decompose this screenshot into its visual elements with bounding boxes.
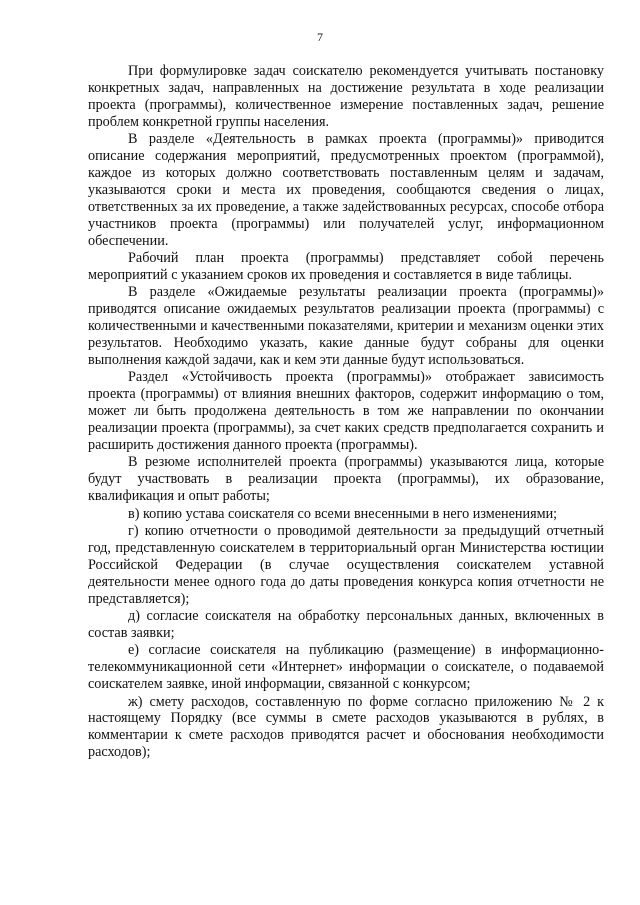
list-item-g: г) копию отчетности о проводимой деятельности за предыдущий отчетный год, представленную соискателем в территориальный орган Министерства юстиции Российской Федерации (в случае осуществления соискателем уставной деятельности менее одного года до даты проведения конкурса копия отчетности не представляется); [88,522,604,607]
paragraph-executors-resume: В резюме исполнителей проекта (программы) указываются лица, которые будут участвовать в реализации проекта (программы), их образование, квалификация и опыт работы; [88,454,604,505]
list-item-e: е) согласие соискателя на публикацию (размещение) в информационно-телекоммуникационной сети «Интернет» информации о соискателе, о подаваемой соискателем заявке, иной информации, связанной с конкурсом; [88,642,604,693]
paragraph-expected-results: В разделе «Ожидаемые результаты реализации проекта (программы)» приводятся описание ожидаемых результатов реализации проекта (программы) с количественными и качественными показателями, критерии и механизм оценки этих результатов. Необходимо указать, какие данные будут собраны для оценки выполнения каждой задачи, как и кем эти данные будут использоваться. [88,284,604,368]
paragraph-activities-section: В разделе «Деятельность в рамках проекта (программы)» приводится описание содержания мероприятий, предусмотренных проектом (программой), каждое из которых должно соответствовать поставленным целям и задачам, указываются сроки и места их проведения, сообщаются сведения о лицах, ответственных за их проведение, а также задействованных ресурсах, способе отбора участников проекта (программы) или получателей услуг, информационном обеспечении. [88,131,604,249]
list-item-v: в) копию устава соискателя со всеми внесенными в него изменениями; [128,505,558,522]
paragraph-sustainability: Раздел «Устойчивость проекта (программы)» отображает зависимость проекта (программы) от влияния внешних факторов, содержит информацию о том, может ли быть продолжена деятельность в том же направлении по окончании реализации проекта (программы), за счет каких средств предполагается сохранить и расширить достижения данного проекта (программы). [88,369,604,453]
list-item-d: д) согласие соискателя на обработку персональных данных, включенных в состав заявки; [88,608,604,641]
list-item-zh: ж) смету расходов, составленную по форме согласно приложению № 2 к настоящему Порядку (все суммы в смете расходов указываются в рублях, в комментарии к смете расходов приводятся расчет и обоснования необходимости расходов); [88,693,604,761]
document-body [88,63,604,761]
paragraph-task-formulation: При формулировке задач соискателю рекомендуется учитывать постановку конкретных задач, направленных на достижение результата в ходе реализации проекта (программы), количественное измерение поставленных задач, решение проблем конкретной группы населения. [88,63,604,130]
paragraph-work-plan: Рабочий план проекта (программы) представляет собой перечень мероприятий с указанием сроков их проведения и составляется в виде таблицы. [88,249,604,283]
page-number: 7 [317,30,323,44]
